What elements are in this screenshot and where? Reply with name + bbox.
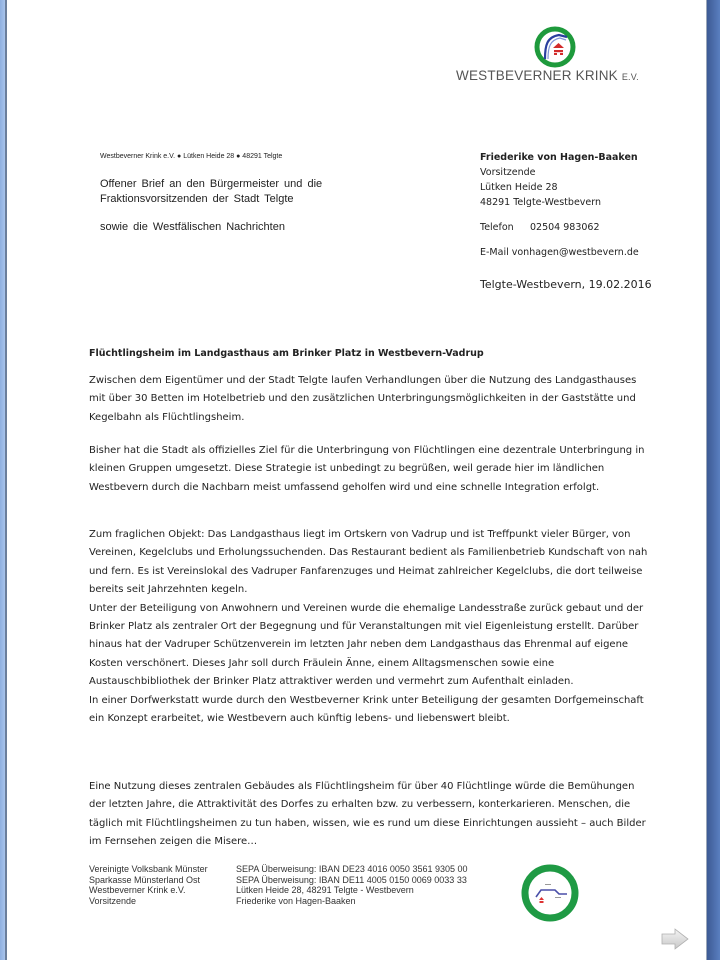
recipient-line-2: Fraktionsvorsitzenden der Stadt Telgte <box>100 193 294 205</box>
body-paragraph-2: Bisher hat die Stadt als offizielles Ziel für die Unterbringung von Flüchtlingen eine dezentrale Unterbringung in kleinen Gruppen umgesetzt. Diese Strategie ist unbedingt zu begrüßen, weil gerade hier im ländlichen Westbevern durch die Nachbarn meist umfassend geholfen wird und eine schnelle Integration erfolgt. <box>89 445 645 493</box>
next-page-arrow-icon[interactable] <box>661 928 689 950</box>
contact-name: Friederike von Hagen-Baaken <box>480 152 638 163</box>
footer-left-line: Westbeverner Krink e.V. <box>89 885 186 895</box>
footer-right-line: Friederike von Hagen-Baaken <box>236 895 356 906</box>
westbevern-stamp-seal-icon <box>521 864 579 922</box>
body-paragraph-3c: In einer Dorfwerkstatt wurde durch den Westbeverner Krink unter Beteiligung der gesamten Dorfgemeinschaft ein Konzept erarbeitet, wie Westbevern auch künftig lebens- und liebenswert bleibt. <box>89 694 644 725</box>
contact-role: Vorsitzende <box>480 167 536 178</box>
footer-bank-names <box>89 864 208 906</box>
footer-left-line: Vereinigte Volksbank Münster <box>89 864 208 874</box>
letter-subject: Flüchtlingsheim im Landgasthaus am Brinker Platz in Westbevern-Vadrup <box>89 348 484 359</box>
body-paragraph-3b: Unter der Beteiligung von Anwohnern und Vereinen wurde die ehemalige Landesstraße zurück gebaut und der Brinker Platz als zentraler Ort der Begegnung und für Veranstaltungen mit viel Eigenleistung erstellt. Darüber hinaus hat der Vadruper Schützenverein im letzten Jahr neben dem Landgasthaus das Ehrenmal auf eigene Kosten verschönert. Dieses Jahr soll durch Fräulein Änne, einem Alltagsmenschen sowie eine Austauschbibliothek der Brinker Platz attraktiver werden und vermehrt zum Aufenthalt einladen. <box>89 602 644 688</box>
recipient-line-1: Offener Brief an den Bürgermeister und die <box>100 178 323 190</box>
right-window-border <box>707 0 720 960</box>
recipient-block <box>100 177 322 207</box>
body-paragraph-1: Zwischen dem Eigentümer und der Stadt Telgte laufen Verhandlungen über die Nutzung des Landgasthauses mit über 30 Betten im Hotelbetrieb und den zusätzlichen Unterbringungsmöglichkeiten in der Gaststätte und Kegelbahn als Flüchtlingsheim. <box>89 375 637 423</box>
body-paragraph-3 <box>89 526 654 728</box>
footer-left-line: Sparkasse Münsterland Ost <box>89 874 201 885</box>
footer-left-line: Vorsitzende <box>89 895 137 906</box>
contact-phone-row <box>480 220 639 235</box>
contact-email: E-Mail vonhagen@westbevern.de <box>480 247 639 258</box>
phone-label: Telefon <box>480 222 514 233</box>
contact-city: 48291 Telgte-Westbevern <box>480 197 602 208</box>
letter-date: Telgte-Westbevern, 19.02.2016 <box>480 278 652 291</box>
sender-address-line: Westbeverner Krink e.V. ● Lütken Heide 28 ● 48291 Telgte <box>100 153 283 160</box>
phone-number: 02504 983062 <box>530 222 600 233</box>
org-logo-text <box>456 68 639 83</box>
body-paragraph-3a: Zum fraglichen Objekt: Das Landgasthaus liegt im Ortskern von Vadrup und ist Treffpunkt vieler Bürger, von Vereinen, Kegelclubs und Erholungssuchenden. Das Restaurant bedient als Familienbetrieb Kundschaft von nah und fern. Es ist Vereinslokal des Vadruper Fanfarenzuges und Heimat zahlreicher Kegelclubs, die dort teilweise bereits seit Jahrzehnten kegeln. <box>89 529 648 596</box>
org-name: WESTBEVERNER KRINK <box>456 68 618 83</box>
body-paragraph-4: Eine Nutzung dieses zentralen Gebäudes als Flüchtlingsheim für über 40 Flüchtlinge würde die Bemühungen der letzten Jahre, die Attraktivität des Dorfes zu erhalten bzw. zu verbessern, konterkarieren. Menschen, die täglich mit Flüchtlingsheimen zu tun haben, wissen, wie es rund um diese Einrichtungen aussieht – auch Bilder im Fernsehen zeigen die Misere… <box>89 781 646 848</box>
footer-right-line: SEPA Überweisung: IBAN DE23 4016 0050 3561 9305 00 <box>236 864 468 874</box>
footer-right-line: Lütken Heide 28, 48291 Telgte - Westbevern <box>236 885 414 895</box>
contact-street: Lütken Heide 28 <box>480 182 558 193</box>
recipient-line-3: sowie die Westfälischen Nachrichten <box>100 221 285 233</box>
contact-block <box>480 150 639 260</box>
westbeverner-krink-logo-icon <box>533 25 577 69</box>
footer-bank-details <box>236 864 468 906</box>
footer-right-line: SEPA Überweisung: IBAN DE11 4005 0150 0069 0033 33 <box>236 874 467 885</box>
org-suffix: E.V. <box>621 72 639 82</box>
right-border-edge <box>706 0 707 960</box>
